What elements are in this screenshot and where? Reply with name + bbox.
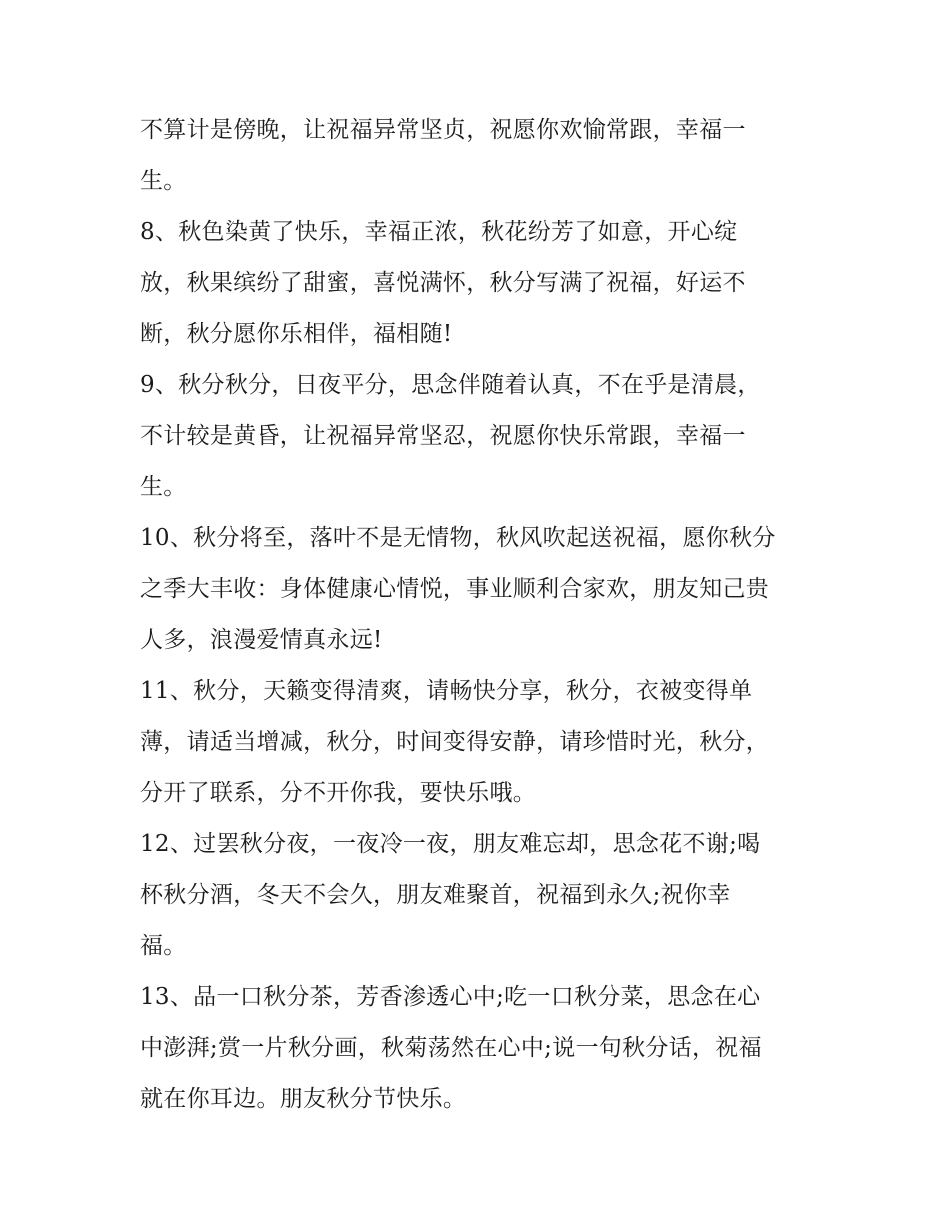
text-line-12: 11、秋分，天籁变得清爽，请畅快分享，秋分，衣被变得单 — [140, 678, 753, 704]
text-line-18: 13、品一口秋分茶，芳香渗透心中;吃一口秋分菜，思念在心 — [140, 984, 761, 1010]
text-line-7: 不计较是黄昏，让祝福异常坚忍，祝愿你快乐常跟，幸福一 — [140, 423, 746, 449]
text-line-10: 之季大丰收：身体健康心情悦，事业顺利合家欢，朋友知己贵 — [140, 576, 770, 602]
text-line-16: 杯秋分酒，冬天不会久，朋友难聚首，祝福到永久;祝你幸 — [140, 882, 731, 908]
text-line-6: 9、秋分秋分，日夜平分，思念伴随着认真，不在乎是清晨， — [140, 372, 761, 398]
text-line-8: 生。 — [140, 474, 187, 500]
text-line-15: 12、过罢秋分夜，一夜冷一夜，朋友难忘却，思念花不谢;喝 — [140, 831, 761, 857]
text-line-2: 生。 — [140, 168, 187, 194]
text-line-4: 放，秋果缤纷了甜蜜，喜悦满怀，秋分写满了祝福，好运不 — [140, 270, 746, 296]
text-line-19: 中澎湃;赏一片秋分画，秋菊荡然在心中;说一句秋分话，祝福 — [140, 1035, 762, 1061]
text-line-1: 不算计是傍晚，让祝福异常坚贞，祝愿你欢愉常跟，幸福一 — [140, 117, 746, 143]
text-line-11: 人多，浪漫爱情真永远! — [140, 627, 383, 653]
text-line-20: 就在你耳边。朋友秋分节快乐。 — [140, 1086, 467, 1112]
document-body — [140, 105, 820, 1125]
text-line-14: 分开了联系，分不开你我，要快乐哦。 — [140, 780, 537, 806]
text-line-17: 福。 — [140, 933, 187, 959]
text-line-13: 薄，请适当增减，秋分，时间变得安静，请珍惜时光，秋分， — [140, 729, 770, 755]
text-line-5: 断，秋分愿你乐相伴，福相随! — [140, 321, 453, 347]
text-line-3: 8、秋色染黄了快乐，幸福正浓，秋花纷芳了如意，开心绽 — [140, 219, 738, 245]
text-line-9: 10、秋分将至，落叶不是无情物，秋风吹起送祝福，愿你秋分 — [140, 525, 776, 551]
